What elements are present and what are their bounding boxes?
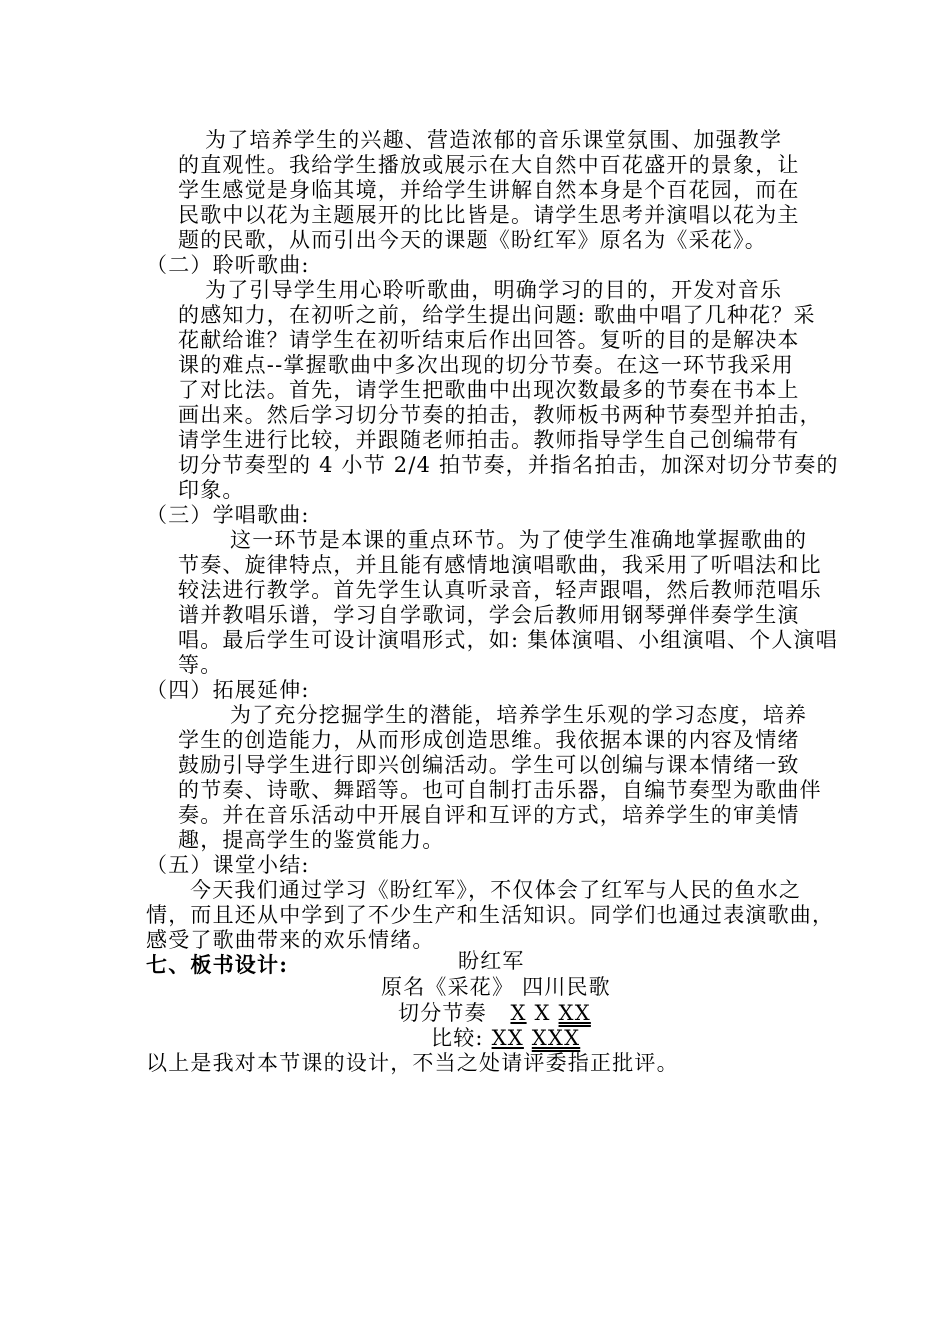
rhythm-note-3: XX (558, 1001, 591, 1025)
section-3-title: （三）学唱歌曲: (146, 503, 310, 527)
section-5-line-3: 感受了歌曲带来的欢乐情绪。 (146, 928, 435, 952)
section-3-line-5: 唱。最后学生可设计演唱形式，如: 集体演唱、小组演唱、个人演唱 (178, 628, 838, 652)
intro-line-2: 的直观性。我给学生播放或展示在大自然中百花盛开的景象，让 (178, 153, 800, 177)
section-2-line-6: 画出来。然后学习切分节奏的拍击，教师板书两种节奏型并拍击， (178, 403, 822, 427)
board-design-heading: 七、板书设计: (146, 952, 289, 977)
section-2-title: （二）聆听歌曲: (146, 253, 310, 277)
section-2-line-9: 印象。 (178, 478, 245, 502)
section-2-line-2: 的感知力，在初听之前，给学生提出问题: 歌曲中唱了几种花？采 (178, 303, 816, 327)
board-compare-row (431, 1025, 580, 1051)
section-3-line-3: 较法进行教学。首先学生认真听录音，轻声跟唱，然后教师范唱乐 (178, 578, 822, 602)
section-3-line-1: 这一环节是本课的重点环节。为了使学生准确地掌握歌曲的 (230, 528, 808, 552)
board-compare-label: 比较: (431, 1026, 484, 1050)
section-2-line-4: 课的难点--掌握歌曲中多次出现的切分节奏。在这一环节我采用 (178, 353, 794, 377)
section-4-line-5: 奏。并在音乐活动中开展自评和互评的方式，培养学生的审美情 (178, 803, 800, 827)
board-rhythm-label: 切分节奏 (398, 1001, 487, 1025)
section-4-line-3: 鼓励引导学生进行即兴创编活动。学生可以创编与课本情绪一致 (178, 753, 800, 777)
section-2-line-1: 为了引导学生用心聆听歌曲，明确学习的目的，开发对音乐 (205, 278, 783, 302)
intro-line-4: 民歌中以花为主题展开的比比皆是。请学生思考并演唱以花为主 (178, 203, 800, 227)
board-song-title: 盼红军 (458, 949, 525, 973)
intro-line-3: 学生感觉是身临其境，并给学生讲解自然本身是个百花园，而在 (178, 178, 800, 202)
board-rhythm-row (398, 1000, 591, 1026)
section-3-line-2: 节奏、旋律特点，并且能有感情地演唱歌曲，我采用了听唱法和比 (178, 553, 822, 577)
rhythm-note-2: X (534, 1001, 551, 1025)
section-4-line-6: 趣，提高学生的鉴赏能力。 (178, 828, 445, 852)
intro-line-5: 题的民歌，从而引出今天的课题《盼红军》原名为《采花》。 (178, 228, 767, 252)
section-4-title: （四）拓展延伸: (146, 678, 310, 702)
section-5-title: （五）课堂小结: (146, 853, 310, 877)
section-4-line-2: 学生的创造能力，从而形成创造思维。我依据本课的内容及情绪 (178, 728, 800, 752)
rhythm-note-1: X (510, 1001, 527, 1025)
section-2-line-8: 切分节奏型的 4 小节 2/4 拍节奏，并指名拍击，加深对切分节奏的 (178, 453, 839, 477)
section-4-line-1: 为了充分挖掘学生的潜能，培养学生乐观的学习态度，培养 (230, 703, 808, 727)
board-origin: 原名《采花》 四川民歌 (381, 975, 611, 999)
section-5-line-1: 今天我们通过学习《盼红军》，不仅体会了红军与人民的鱼水之 (190, 878, 802, 902)
section-2-line-7: 请学生进行比较，并跟随老师拍击。教师指导学生自己创编带有 (178, 428, 800, 452)
section-5-line-2: 情，而且还从中学到了不少生产和生活知识。同学们也通过表演歌曲， (146, 903, 835, 927)
section-2-line-3: 花献给谁？请学生在初听结束后作出回答。复听的目的是解决本 (178, 328, 800, 352)
section-4-line-4: 的节奏、诗歌、舞蹈等。也可自制打击乐器，自编节奏型为歌曲伴 (178, 778, 822, 802)
intro-line-1: 为了培养学生的兴趣、营造浓郁的音乐课堂氛围、加强教学 (205, 128, 783, 152)
compare-note-2: XXX (531, 1026, 581, 1050)
section-2-line-5: 了对比法。首先，请学生把歌曲中出现次数最多的节奏在书本上 (178, 378, 800, 402)
compare-note-1: XX (491, 1026, 524, 1050)
section-3-line-4: 谱并教唱乐谱，学习自学歌词，学会后教师用钢琴弹伴奏学生演 (178, 603, 800, 627)
section-3-line-6: 等。 (178, 653, 223, 677)
closing-sentence: 以上是我对本节课的设计，不当之处请评委指正批评。 (146, 1051, 679, 1075)
